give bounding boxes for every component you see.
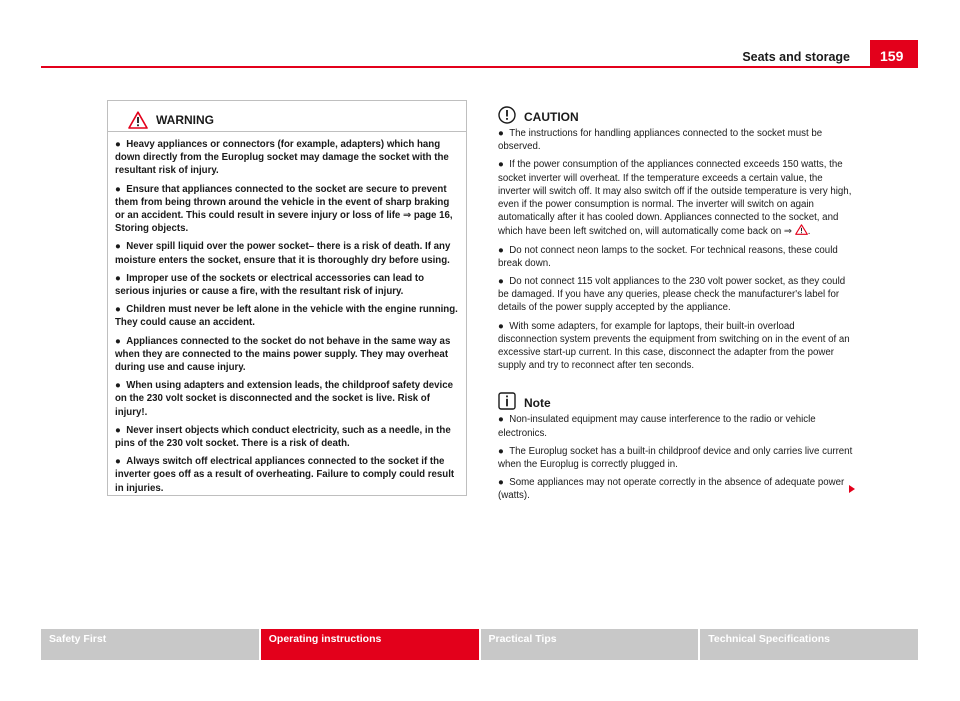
continue-arrow-icon[interactable] xyxy=(848,484,856,494)
list-item: ● If the power consumption of the appliances connected exceeds 150 watts, the socket inverter will overheat. If the temperature exceeds a certain value, the inverter will switch off. It may also switch off if the outside temperature is very high, even if the power consumption is normal. The inverter will switch on again automatically after it has cooled down. Appliances connected to the socket, and which have been left switched on, will automatically come back on ⇒ . xyxy=(498,159,852,238)
warning-box xyxy=(107,100,467,496)
caution-header xyxy=(498,100,856,124)
warning-label: WARNING xyxy=(156,112,214,127)
list-item: ● Ensure that appliances connected to the socket are secure to prevent them from being thrown around the vehicle in the event of sharp braking or an accident. This could result in severe injury or loss of life ⇒ page 16, Storing objects. xyxy=(115,183,453,235)
page-number: 159 xyxy=(870,40,918,68)
note-icon xyxy=(498,392,516,410)
tab-practical-tips[interactable]: Practical Tips xyxy=(481,629,699,660)
note-header xyxy=(498,386,856,410)
list-item: ● Children must never be left alone in the vehicle with the engine running. They could cause an accident. xyxy=(115,304,458,329)
header-divider xyxy=(41,66,870,68)
list-item: ● Always switch off electrical appliances connected to the socket if the inverter goes off as a result of overheating. Failure to comply could result in injuries. xyxy=(115,456,455,494)
footer-nav xyxy=(41,629,918,660)
list-item: ● Appliances connected to the socket do not behave in the same way as when they are connected to the mains power supply. They may overheat during use and cause injury. xyxy=(115,335,451,374)
list-item: ● Some appliances may not operate correctly in the absence of adequate power (watts). xyxy=(498,477,845,502)
tab-technical-specifications[interactable]: Technical Specifications xyxy=(700,629,918,660)
list-item: ● Do not connect 115 volt appliances to the 230 volt power socket, as they could be damaged. If you have any queries, please check the manufacturer's label for details of the power supply accepted by the appliance. xyxy=(498,276,846,314)
list-item: ● Never spill liquid over the power socket– there is a risk of death. If any moisture enters the socket, ensure that it is thoroughly dry before using. xyxy=(115,241,451,266)
list-item: ● Non-insulated equipment may cause interference to the radio or vehicle electronics. xyxy=(498,414,816,439)
warning-triangle-icon[interactable] xyxy=(795,224,808,235)
right-column xyxy=(498,100,856,508)
warning-list xyxy=(108,132,466,495)
list-item: ● The instructions for handling appliances connected to the socket must be observed. xyxy=(498,128,823,153)
section-title: Seats and storage xyxy=(742,50,850,64)
tab-safety-first[interactable]: Safety First xyxy=(41,629,259,660)
note-label: Note xyxy=(524,396,551,411)
list-item: ● Heavy appliances or connectors (for example, adapters) which hang down directly from the Europlug socket may damage the socket with the resultant risk of injury. xyxy=(115,139,449,177)
warning-triangle-icon xyxy=(128,111,148,129)
caution-circle-icon xyxy=(498,106,516,124)
list-item: ● Do not connect neon lamps to the socket. For technical reasons, these could break down. xyxy=(498,244,838,269)
list-item: ● When using adapters and extension leads, the childproof safety device on the 230 volt socket is disconnected and the socket is live. Risk of injury!. xyxy=(115,380,454,418)
list-item: ● Improper use of the sockets or electrical accessories can lead to serious injuries or cause a fire, with the resultant risk of injury. xyxy=(115,272,424,298)
list-item: ● With some adapters, for example for laptops, their built-in overload disconnection system prevents the equipment from switching on in the event of an excessive start-up current. In this case, disconnect the adapter from the power supply and try to reconnect after ten seconds. xyxy=(498,320,850,372)
list-item: ● Never insert objects which conduct electricity, such as a needle, in the pins of the 230 volt socket. There is a risk of death. xyxy=(115,424,451,450)
tab-operating-instructions[interactable]: Operating instructions xyxy=(261,629,479,660)
list-item: ● The Europlug socket has a built-in childproof device and only carries live current when the Europlug is correctly plugged in. xyxy=(498,445,853,471)
warning-header xyxy=(108,101,466,132)
caution-label: CAUTION xyxy=(524,110,579,124)
